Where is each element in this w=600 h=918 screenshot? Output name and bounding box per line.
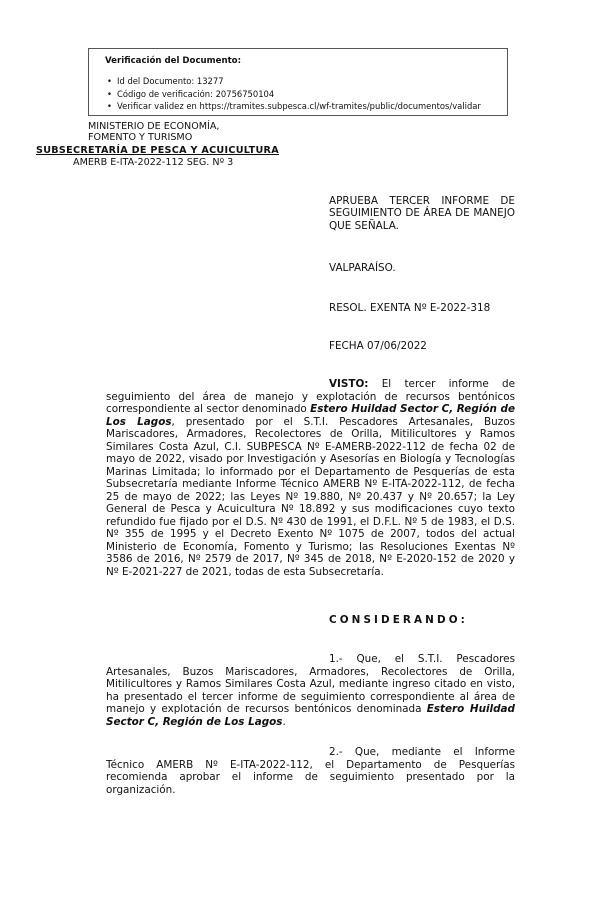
verification-link[interactable]: • Verificar validez en https://tramites.subpesca.cl/wf-tramites/public/documentos/validar <box>117 100 497 112</box>
considerando-item-1 <box>106 653 515 728</box>
considerando-heading: CONSIDERANDO: <box>329 614 468 626</box>
resolution-date: FECHA 07/06/2022 <box>329 340 427 352</box>
visto-paragraph <box>106 378 515 578</box>
ministry-name-line2: FOMENTO Y TURISMO <box>88 132 193 143</box>
verification-title: Verificación del Documento: <box>105 56 242 66</box>
resolution-place: VALPARAÍSO. <box>329 262 396 274</box>
considerando-item-1-area: Estero Huildad Sector C, Región de Los Lagos <box>106 703 515 728</box>
considerando-item-2: 2.- Que, mediante el Informe Técnico AMERB Nº E-ITA-2022-112, el Departamento de Pesquerías recomienda aprobar el informe de seguimiento presentado por la organización. <box>106 746 515 796</box>
resolution-title: APRUEBA TERCER INFORME DE SEGUIMIENTO DE ÁREA DE MANEJO QUE SEÑALA. <box>329 195 515 232</box>
visto-area-name: Estero Huildad Sector C, Región de Los Lagos <box>106 403 515 428</box>
ministry-name-line1: MINISTERIO DE ECONOMÍA, <box>88 121 220 132</box>
visto-text-end: , presentado por el S.T.I. Pescadores Artesanales, Buzos Mariscadores, Armadores, Recolectores de Orilla, Mitilicultores y Ramos Similares Costa Azul, C.I. SUBPESCA Nº E-AMERB-2022-112 de fecha 02 de mayo de 2022, visado por Investigación y Asesorías en Biología y Tecnologías Marinas Limitada; lo informado por el Departamento de Pesquerías de esta Subsecretaría mediante Informe Técnico AMERB Nº E-ITA-2022-112, de fecha 25 de mayo de 2022; las Leyes Nº 19.880, Nº 20.437 y Nº 20.657; la Ley General de Pesca y Acuicultura Nº 18.892 y sus modificaciones cuyo texto refundido fue fijado por el D.S. Nº 430 de 1991, el D.F.L. Nº 5 de 1983, el D.S. Nº 355 de 1995 y el Decreto Exento Nº 1075 de 2007, todos del actual Ministerio de Economía, Fomento y Turismo; las Resoluciones Exentas Nº 3586 de 2016, Nº 2579 de 2017, Nº 345 de 2018, Nº E-2020-152 de 2020 y Nº E-2021-227 de 2021, todas de esta Subsecretaría. <box>106 415 515 578</box>
considerando-item-1-text: 1.- Que, el S.T.I. Pescadores Artesanales, Buzos Mariscadores, Armadores, Recolectores de Orilla, Mitilicultores y Ramos Similares Costa Azul, mediante ingreso citado en visto, ha presentado el tercer informe de seguimiento correspondiente al área de manejo y explotación de recursos bentónicos denominada <box>106 653 515 715</box>
verification-list <box>105 75 497 112</box>
verification-box <box>88 48 508 116</box>
visto-label: VISTO: <box>329 378 369 390</box>
considerando-item-1-end: . <box>282 715 286 728</box>
visto-text-start: El tercer informe de seguimiento del área de manejo y explotación de recursos bentónicos correspondiente al sector denominado <box>106 378 515 415</box>
verification-code: • Código de verificación: 20756750104 <box>117 88 497 100</box>
document-reference: AMERB E-ITA-2022-112 SEG. Nº 3 <box>73 157 234 168</box>
subsecretaria-name: SUBSECRETARÍA DE PESCA Y ACUICULTURA <box>36 145 279 156</box>
resolution-number: RESOL. EXENTA Nº E-2022-318 <box>329 302 491 314</box>
document-id: • Id del Documento: 13277 <box>117 75 497 87</box>
